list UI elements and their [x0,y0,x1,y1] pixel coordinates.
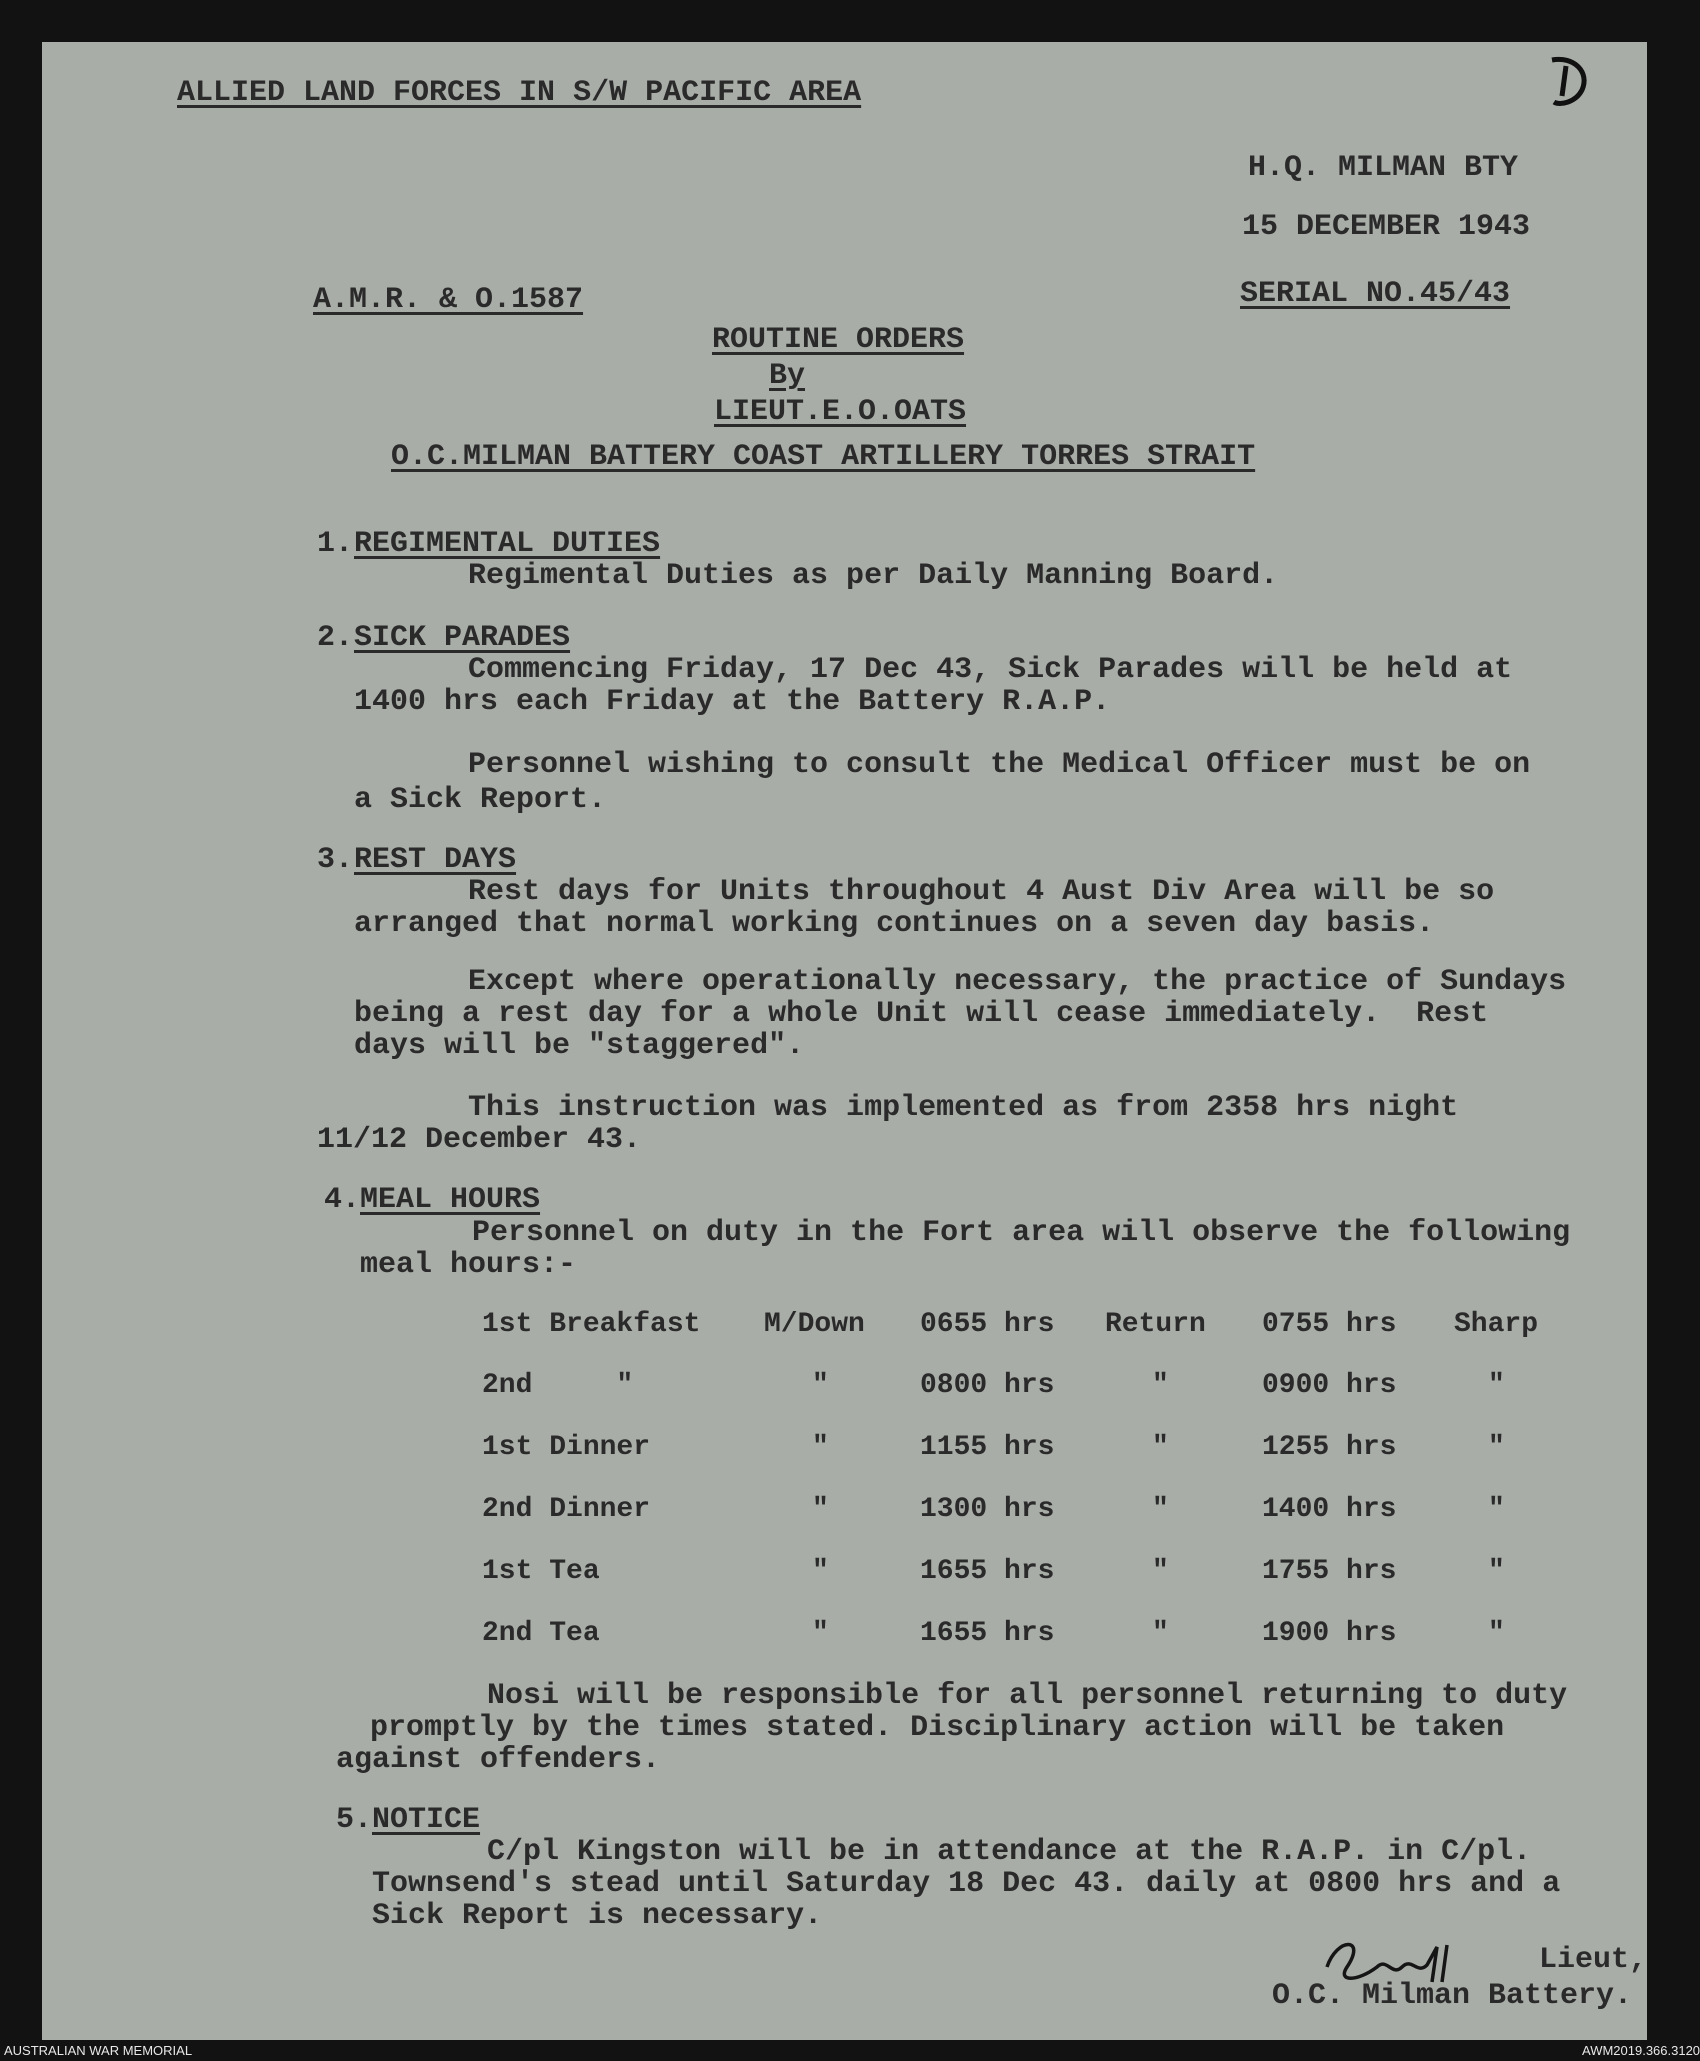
meal-cell: 1st Dinner [482,1432,651,1463]
serial-number: SERIAL NO.45/43 [1240,277,1511,311]
title-officer: LIEUT.E.O.OATS [714,395,967,429]
march-down-cell: M/Down [764,1309,865,1340]
section-2-line: 1400 hrs each Friday at the Battery R.A.P. [354,685,1111,719]
section-3-line: being a rest day for a whole Unit will cease immediately. Rest [354,997,1489,1031]
section-5-line: C/pl Kingston will be in attendance at the R.A.P. in C/pl. [487,1835,1532,1869]
section-4-line: against offenders. [336,1743,661,1777]
return-cell: " [1152,1556,1169,1587]
document-date: 15 DECEMBER 1943 [1242,210,1531,244]
section-1-heading: REGIMENTAL DUTIES [354,527,661,561]
back-time-cell: 1755 hrs [1262,1556,1397,1587]
section-3-line: 11/12 December 43. [317,1123,642,1157]
return-cell: " [1152,1618,1169,1649]
sharp-cell: Sharp [1454,1309,1539,1340]
title-unit: O.C.MILMAN BATTERY COAST ARTILLERY TORRES STRAIT [391,440,1256,474]
section-4-line: promptly by the times stated. Disciplinary action will be taken [370,1711,1505,1745]
march-down-cell: " [812,1370,829,1401]
meal-cell: 1st Breakfast [482,1309,701,1340]
section-4-line: Personnel on duty in the Fort area will observe the following [472,1216,1571,1250]
out-time-cell: 1655 hrs [920,1618,1055,1649]
march-down-cell: " [812,1432,829,1463]
sharp-cell: " [1488,1556,1505,1587]
march-down-cell: " [812,1618,829,1649]
section-2-line: Personnel wishing to consult the Medical Officer must be on [468,748,1531,782]
signature-title: O.C. Milman Battery. [1272,1979,1633,2013]
section-5-heading: NOTICE [372,1803,481,1837]
return-cell: Return [1105,1309,1206,1340]
section-1-text: Regimental Duties as per Daily Manning Board. [468,559,1279,593]
out-time-cell: 1155 hrs [920,1432,1055,1463]
document-heading: ALLIED LAND FORCES IN S/W PACIFIC AREA [177,76,862,110]
section-4-line: Nosi will be responsible for all personnel returning to duty [487,1679,1568,1713]
section-4-number: 4. [324,1183,361,1217]
return-cell: " [1152,1370,1169,1401]
back-time-cell: 1400 hrs [1262,1494,1397,1525]
title-routine-orders: ROUTINE ORDERS [712,323,965,357]
sharp-cell: " [1488,1370,1505,1401]
march-down-cell: " [812,1494,829,1525]
section-5-number: 5. [336,1803,373,1837]
return-cell: " [1152,1494,1169,1525]
back-time-cell: 0900 hrs [1262,1370,1397,1401]
handwritten-mark-icon [1544,52,1594,112]
back-time-cell: 0755 hrs [1262,1309,1397,1340]
section-2-line: Commencing Friday, 17 Dec 43, Sick Parades will be held at [468,653,1513,687]
section-5-line: Townsend's stead until Saturday 18 Dec 43. daily at 0800 hrs and a [372,1867,1561,1901]
return-cell: " [1152,1432,1169,1463]
section-4-heading: MEAL HOURS [360,1183,541,1217]
section-3-line: arranged that normal working continues on a seven day basis. [354,907,1435,941]
sharp-cell: " [1488,1432,1505,1463]
out-time-cell: 0655 hrs [920,1309,1055,1340]
section-2-line: a Sick Report. [354,783,607,817]
section-3-number: 3. [317,843,354,877]
out-time-cell: 1655 hrs [920,1556,1055,1587]
section-3-line: Except where operationally necessary, the practice of Sundays [468,965,1567,999]
footer-reference-number: AWM2019.366.3120 [1582,2043,1700,2058]
section-2-number: 2. [317,621,354,655]
march-down-cell: " [812,1556,829,1587]
signature-rank: Lieut, [1539,1943,1648,1977]
document-page [42,42,1647,2040]
back-time-cell: 1900 hrs [1262,1618,1397,1649]
section-4-line: meal hours:- [360,1248,577,1282]
section-3-line: Rest days for Units throughout 4 Aust Div Area will be so [468,875,1495,909]
sharp-cell: " [1488,1494,1505,1525]
meal-cell: 2nd " [482,1370,634,1401]
section-3-line: days will be "staggered". [354,1029,805,1063]
meal-cell: 2nd Tea [482,1618,600,1649]
section-1-number: 1. [317,527,354,561]
meal-cell: 1st Tea [482,1556,600,1587]
out-time-cell: 1300 hrs [920,1494,1055,1525]
title-by: By [769,359,806,393]
section-5-line: Sick Report is necessary. [372,1899,823,1933]
sharp-cell: " [1488,1618,1505,1649]
section-3-line: This instruction was implemented as from 2358 hrs night [468,1091,1459,1125]
out-time-cell: 0800 hrs [920,1370,1055,1401]
amr-reference: A.M.R. & O.1587 [313,283,584,317]
section-2-heading: SICK PARADES [354,621,571,655]
footer-archive-name: AUSTRALIAN WAR MEMORIAL [4,2043,193,2058]
meal-cell: 2nd Dinner [482,1494,651,1525]
hq-label: H.Q. MILMAN BTY [1248,151,1519,185]
back-time-cell: 1255 hrs [1262,1432,1397,1463]
section-3-heading: REST DAYS [354,843,517,877]
